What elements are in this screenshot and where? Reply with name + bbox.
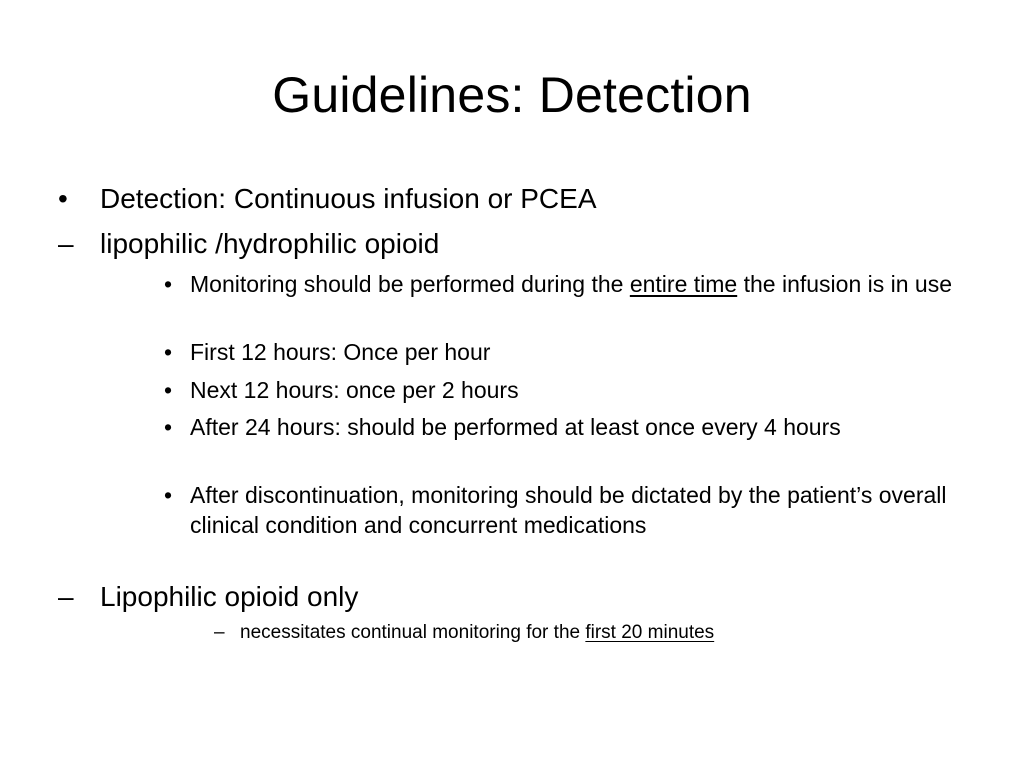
dash-item-lipophilic-hydrophilic bbox=[58, 227, 978, 261]
dash-marker: – bbox=[214, 622, 225, 643]
sub-dash-continual-monitoring bbox=[214, 620, 974, 646]
bullet-marker: • bbox=[164, 414, 173, 440]
sub-bullet-text: After discontinuation, monitoring should be dictated by the patient’s overall clinical condition and concurrent medications bbox=[190, 482, 947, 538]
sub-bullet-first-12-hours bbox=[164, 337, 964, 367]
text-segment: the infusion is in use bbox=[737, 271, 952, 297]
dash-marker: – bbox=[58, 581, 74, 612]
dash-text: lipophilic /hydrophilic opioid bbox=[100, 228, 440, 259]
sub-bullet-text: First 12 hours: Once per hour bbox=[190, 339, 491, 365]
sub-bullet-text: After 24 hours: should be performed at least once every 4 hours bbox=[190, 414, 841, 440]
slide-title: Guidelines: Detection bbox=[272, 67, 752, 123]
bullet-marker: • bbox=[164, 271, 173, 297]
bullet-marker: • bbox=[164, 482, 173, 508]
text-segment: Monitoring should be performed during the bbox=[190, 271, 630, 297]
sub-bullet-monitoring bbox=[164, 269, 964, 299]
sub-bullet-after-discontinuation bbox=[164, 480, 964, 540]
bullet-marker: • bbox=[58, 183, 68, 214]
dash-marker: – bbox=[58, 228, 74, 259]
sub-bullet-text: Next 12 hours: once per 2 hours bbox=[190, 377, 519, 403]
text-segment: necessitates continual monitoring for the bbox=[240, 622, 586, 643]
sub-bullet-after-24-hours bbox=[164, 412, 964, 442]
bullet-marker: • bbox=[164, 377, 173, 403]
dash-text: Lipophilic opioid only bbox=[100, 581, 359, 612]
underlined-emphasis: first 20 minutes bbox=[585, 622, 715, 643]
sub-bullet-text bbox=[190, 269, 964, 299]
underlined-emphasis: entire time bbox=[629, 271, 738, 297]
sub-dash-text bbox=[240, 620, 974, 646]
bullet-marker: • bbox=[164, 339, 173, 365]
bullet-text: Detection: Continuous infusion or PCEA bbox=[100, 183, 597, 214]
bullet-item-detection bbox=[58, 182, 978, 216]
dash-item-lipophilic-only bbox=[58, 580, 978, 614]
sub-bullet-next-12-hours bbox=[164, 375, 964, 405]
